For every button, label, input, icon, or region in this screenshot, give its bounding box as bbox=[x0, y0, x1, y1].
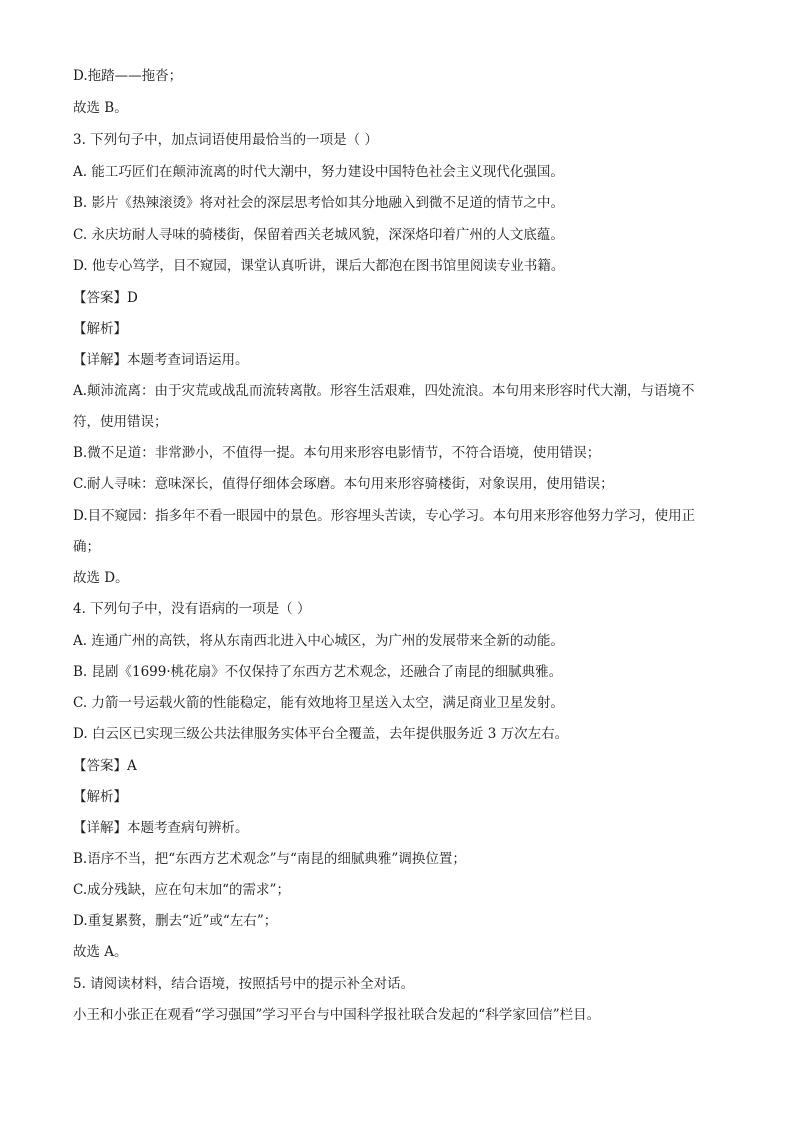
answer-line bbox=[73, 756, 137, 776]
detail-text: 本题考查病句辨析。 bbox=[127, 820, 249, 836]
explanation-c: C.成分残缺，应在句末加“的需求”； bbox=[73, 882, 290, 898]
answer-conclusion: 故选 A。 bbox=[73, 944, 128, 960]
answer-value: D bbox=[127, 290, 138, 306]
answer-label: 【答案】 bbox=[73, 290, 127, 306]
question-4-option-c: C. 力箭一号运载火箭的性能稳定，能有效地将卫星送入太空，满足商业卫星发射。 bbox=[73, 695, 564, 711]
question-3-option-a: A. 能工巧匠们在颠沛流离的时代大潮中，努力建设中国特色社会主义现代化强国。 bbox=[73, 164, 564, 180]
question-4-option-b: B. 昆剧《1699·桃花扇》不仅保持了东西方艺术观念，还融合了南昆的细腻典雅。 bbox=[73, 664, 563, 680]
explanation-a-cont: 符，使用错误； bbox=[73, 414, 168, 430]
question-4-option-d: D. 白云区已实现三级公共法律服务实体平台全覆盖，去年提供服务近 3 万次左右。 bbox=[73, 726, 569, 742]
question-5-material: 小王和小张正在观看“学习强国”学习平台与中国科学报社联合发起的“科学家回信”栏目。 bbox=[73, 1007, 601, 1023]
option-d-line: D.拖踏——拖沓； bbox=[73, 68, 183, 84]
answer-line bbox=[73, 288, 138, 308]
explanation-c: C.耐人寻味：意味深长，值得仔细体会琢磨。本句用来形容骑楼街，对象误用，使用错误； bbox=[73, 476, 614, 492]
explanation-d: D.重复累赘，删去“近”或“左右”； bbox=[73, 913, 278, 929]
explanation-a: A.颠沛流离：由于灾荒或战乱而流转离散。形容生活艰难，四处流浪。本句用来形容时代大潮，与语境不 bbox=[73, 383, 695, 399]
question-4-stem: 4. 下列句子中，没有语病的一项是（ ） bbox=[73, 601, 311, 617]
detail-line bbox=[73, 818, 249, 838]
question-3-option-d: D. 他专心笃学，目不窥园，课堂认真听讲，课后大都泡在图书馆里阅读专业书籍。 bbox=[73, 258, 565, 274]
detail-label: 【详解】 bbox=[73, 352, 127, 368]
question-3-option-c: C. 永庆坊耐人寻味的骑楼街，保留着西关老城风貌，深深烙印着广州的人文底蕴。 bbox=[73, 227, 564, 243]
answer-value: A bbox=[127, 758, 137, 774]
analysis-label: 【解析】 bbox=[73, 789, 127, 805]
answer-conclusion: 故选 B。 bbox=[73, 100, 128, 116]
explanation-d: D.目不窥园：指多年不看一眼园中的景色。形容埋头苦读，专心学习。本句用来形容他努力学习，使用正 bbox=[73, 508, 696, 524]
answer-conclusion: 故选 D。 bbox=[73, 570, 129, 586]
analysis-label: 【解析】 bbox=[73, 321, 127, 337]
explanation-b: B.语序不当，把“东西方艺术观念”与“南昆的细腻典雅”调换位置； bbox=[73, 851, 466, 867]
explanation-b: B.微不足道：非常渺小，不值得一提。本句用来形容电影情节，不符合语境，使用错误； bbox=[73, 445, 601, 461]
question-4-option-a: A. 连通广州的高铁，将从东南西北进入中心城区，为广州的发展带来全新的动能。 bbox=[73, 633, 564, 649]
question-3-option-b: B. 影片《热辣滚烫》将对社会的深层思考恰如其分地融入到微不足道的情节之中。 bbox=[73, 195, 565, 211]
question-3-stem: 3. 下列句子中，加点词语使用最恰当的一项是（ ） bbox=[73, 132, 378, 148]
answer-label: 【答案】 bbox=[73, 758, 127, 774]
detail-line bbox=[73, 350, 249, 370]
detail-text: 本题考查词语运用。 bbox=[127, 352, 249, 368]
question-5-stem: 5. 请阅读材料，结合语境，按照括号中的提示补全对话。 bbox=[73, 976, 415, 992]
detail-label: 【详解】 bbox=[73, 820, 127, 836]
explanation-d-cont: 确； bbox=[73, 539, 100, 555]
